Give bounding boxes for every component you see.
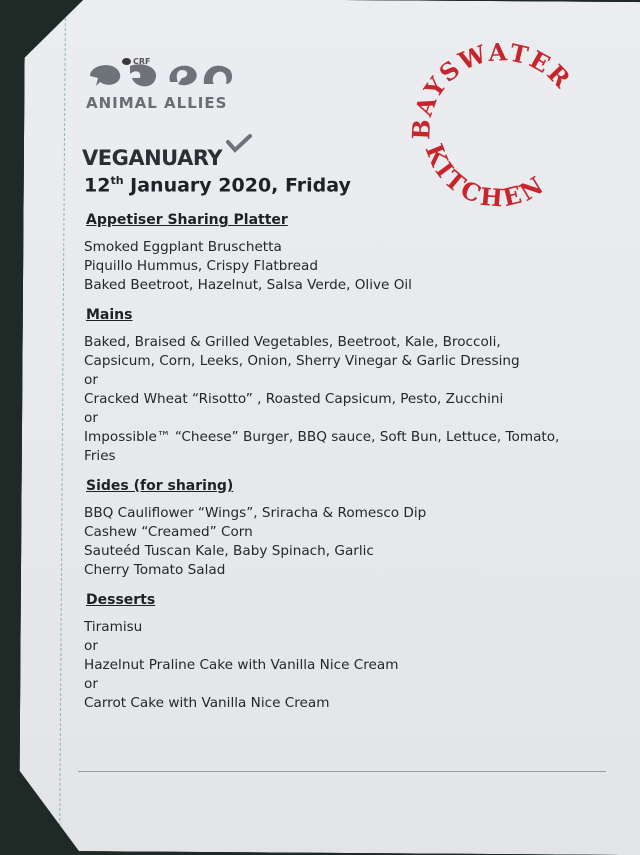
svg-text:BAYSWATER xyxy=(406,37,577,140)
menu-separator: or xyxy=(84,410,98,426)
section-title: Mains xyxy=(86,307,133,323)
menu-item: Baked Beetroot, Hazelnut, Salsa Verde, Olive Oil xyxy=(84,277,412,293)
veganuary-rest: ANUARY xyxy=(128,146,223,170)
svg-text:KITCHEN xyxy=(420,140,551,213)
date-day: 12 xyxy=(84,174,111,197)
animal-allies-icon xyxy=(86,56,236,92)
section-title: Desserts xyxy=(86,592,156,608)
stamp-top-text: BAYSWATER xyxy=(406,37,578,141)
veganuary-prefix: VEG xyxy=(82,146,129,170)
menu-item: Smoked Eggplant Bruschetta xyxy=(84,239,282,255)
menu-separator: or xyxy=(84,638,98,654)
menu-separator: or xyxy=(84,676,98,692)
crf-text: CRF xyxy=(133,57,151,66)
menu-item: Carrot Cake with Vanilla Nice Cream xyxy=(84,695,330,711)
section-sides xyxy=(84,478,604,580)
section-desserts xyxy=(84,592,604,713)
veganuary-heart-check-icon xyxy=(226,134,252,154)
date-suffix: th xyxy=(110,174,124,187)
menu-item: Tiramisu xyxy=(84,619,143,635)
menu-item: Cracked Wheat “Risotto” , Roasted Capsicum, Pesto, Zucchini xyxy=(84,391,504,407)
section-title: Sides (for sharing) xyxy=(86,478,234,494)
section-mains xyxy=(84,307,604,466)
stamp-bottom-text: KITCHEN xyxy=(419,139,551,213)
footer-divider xyxy=(78,771,606,772)
menu-item: Capsicum, Corn, Leeks, Onion, Sherry Vinegar & Garlic Dressing xyxy=(84,353,520,369)
menu-separator: or xyxy=(84,372,98,388)
menu-item: Sauteéd Tuscan Kale, Baby Spinach, Garlic xyxy=(84,543,374,559)
menu-item: Piquillo Hummus, Crispy Flatbread xyxy=(84,258,318,274)
menu-item: Hazelnut Praline Cake with Vanilla Nice Cream xyxy=(84,657,399,673)
animal-allies-text: ANIMAL ALLIES xyxy=(86,94,228,112)
date-rest: January 2020, Friday xyxy=(123,174,351,197)
bayswater-kitchen-stamp-logo xyxy=(400,30,600,220)
menu-item: BBQ Cauliflower “Wings”, Sriracha & Romesco Dip xyxy=(84,505,427,521)
menu-item: Fries xyxy=(84,448,116,464)
menu-item: Baked, Braised & Grilled Vegetables, Beetroot, Kale, Broccoli, xyxy=(84,334,501,350)
menu-content xyxy=(84,212,604,725)
animal-allies-logo xyxy=(86,56,256,112)
menu-item: Cashew “Creamed” Corn xyxy=(84,524,253,540)
crf-icon xyxy=(122,58,131,65)
crf-logo xyxy=(122,57,151,66)
card-border-stitching xyxy=(19,0,66,851)
section-title: Appetiser Sharing Platter xyxy=(86,212,288,228)
section-appetiser xyxy=(84,212,604,295)
event-date xyxy=(84,174,351,196)
veganuary-logo xyxy=(82,146,222,170)
menu-item: Impossible™ “Cheese” Burger, BBQ sauce, Soft Bun, Lettuce, Tomato, xyxy=(84,429,560,445)
menu-item: Cherry Tomato Salad xyxy=(84,562,226,578)
